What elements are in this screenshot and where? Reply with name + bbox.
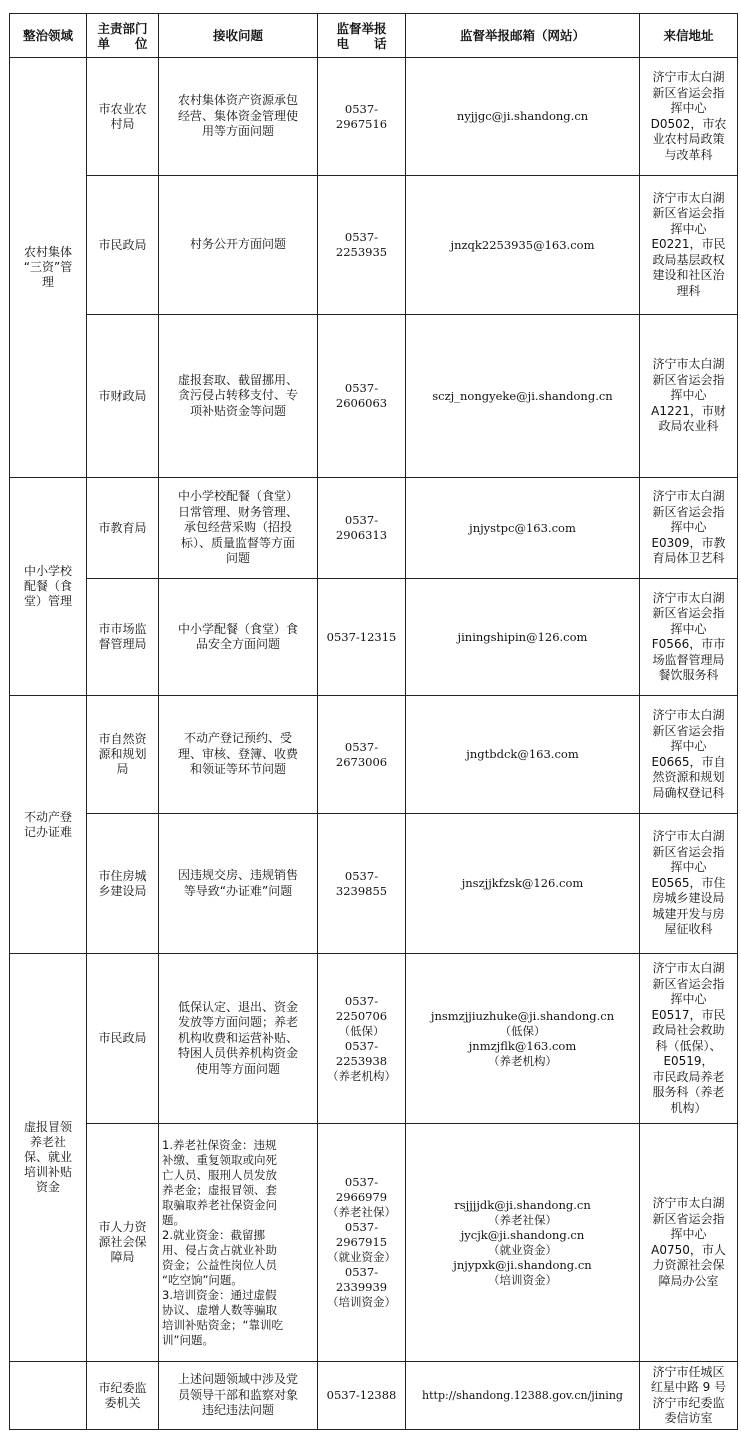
header-phone-line1: 监督举报 [336,20,387,36]
table-row [10,176,738,315]
dept-cell: 市民政局 [87,954,159,1124]
phone-cell: 0537-2966979 （养老社保） 0537-2967915 （就业资金） 0537-2339939 （培训资金） [318,1124,406,1362]
phone-cell: 0537-2606063 [318,315,406,478]
email-cell: jnzqk2253935@163.com [406,176,640,315]
phone-cell: 0537-2673006 [318,696,406,814]
address-cell: 济宁市太白湖 新区省运会指 挥中心 A0750，市人 力资源社会保 障局办公室 [640,1124,738,1362]
phone-cell: 0537-2906313 [318,478,406,579]
phone-cell: 0537-12388 [318,1362,406,1430]
issue-cell: 农村集体资产资源承包 经营、集体资金管理使 用等方面问题 [159,58,318,176]
email-cell: jnszjjkfzsk@126.com [406,814,640,954]
email-cell: rsjjjjdk@ji.shandong.cn （养老社保） jycjk@ji.shandong.cn （就业资金） jnjypxk@ji.shandong.cn （培训资金） [406,1124,640,1362]
table-row [10,315,738,478]
issue-cell: 中小学配餐（食堂）食 品安全方面问题 [159,579,318,696]
phone-cell: 0537-2967516 [318,58,406,176]
dept-cell: 市农业农 村局 [87,58,159,176]
header-issue: 接收问题 [159,14,318,58]
phone-cell: 0537-2253935 [318,176,406,315]
table-row [10,696,738,814]
table-row [10,478,738,579]
dept-cell: 市教育局 [87,478,159,579]
field-cell-school-meals: 中小学校 配餐（食 堂）管理 [10,478,87,696]
email-cell: jiningshipin@126.com [406,579,640,696]
dept-cell: 市市场监 督管理局 [87,579,159,696]
address-cell: 济宁市太白湖 新区省运会指 挥中心 A1221，市财 政局农业科 [640,315,738,478]
issue-cell: 中小学校配餐（食堂） 日常管理、财务管理、 承包经营采购（招投 标）、质量监督等方面 问题 [159,478,318,579]
website-link[interactable]: http://shandong.12388.gov.cn/jining [406,1362,640,1430]
dept-cell: 市财政局 [87,315,159,478]
phone-cell: 0537-3239855 [318,814,406,954]
dept-cell: 市住房城 乡建设局 [87,814,159,954]
address-cell: 济宁市太白湖 新区省运会指 挥中心 E0517，市民 政局社会救助 科（低保）、 E0519， 市民政局养老 服务科（养老 机构） [640,954,738,1124]
header-field: 整治领域 [10,14,87,58]
table-row [10,1362,738,1430]
table-row [10,1124,738,1362]
address-cell: 济宁市太白湖 新区省运会指 挥中心 E0221，市民 政局基层政权 建设和社区治 理科 [640,176,738,315]
header-dept-line1: 主责部门 [97,20,148,36]
phone-cell: 0537-12315 [318,579,406,696]
field-cell-empty [10,1362,87,1430]
address-cell: 济宁市太白湖 新区省运会指 挥中心 E0309，市教 育局体卫艺科 [640,478,738,579]
table-row [10,58,738,176]
address-cell: 济宁市太白湖 新区省运会指 挥中心 D0502，市农 业农村局政策 与改革科 [640,58,738,176]
dept-cell: 市纪委监 委机关 [87,1362,159,1430]
email-cell: nyjjgc@ji.shandong.cn [406,58,640,176]
issue-cell: 不动产登记预约、受 理、审核、登簿、收费 和领证等环节问题 [159,696,318,814]
issue-cell: 因违规交房、违规销售 等导致“办证难”问题 [159,814,318,954]
field-cell-property-registration: 不动产登 记办证难 [10,696,87,954]
issue-cell: 虚报套取、截留挪用、 贪污侵占转移支付、专 项补贴资金等问题 [159,315,318,478]
table-row [10,954,738,1124]
field-cell-fraudulent-claims: 虚报冒领 养老社 保、就业 培训补贴 资金 [10,954,87,1362]
address-cell: 济宁市太白湖 新区省运会指 挥中心 F0566，市市 场监督管理局 餐饮服务科 [640,579,738,696]
header-phone-line2: 电 话 [336,35,387,51]
phone-cell: 0537-2250706 （低保） 0537-2253938 （养老机构） [318,954,406,1124]
issue-cell: 上述问题领域中涉及党 员领导干部和监察对象 违纪违法问题 [159,1362,318,1430]
header-dept [87,14,159,58]
email-cell: jnsmzjjiuzhuke@ji.shandong.cn （低保） jnmzjflk@163.com （养老机构） [406,954,640,1124]
header-row [10,14,738,58]
header-email: 监督举报邮箱（网站） [406,14,640,58]
issue-cell: 村务公开方面问题 [159,176,318,315]
email-cell: sczj_nongyeke@ji.shandong.cn [406,315,640,478]
table-row [10,814,738,954]
supervision-table [9,13,738,1430]
issue-cell: 1.养老社保资金：违规 补缴、重复领取或向死 亡人员、服刑人员发放 养老金；虚报冒领、套 取骗取养老社保资金问 题。 2.就业资金：截留挪 用、侵占贪占就业补助 资金；公益性岗位人员 “吃空饷”问题。 3.培训资金：通过虚假 协议、虚增人数等骗取 培训补贴资金；“靠训吃 训”问题。 [159,1124,318,1362]
email-cell: jngtbdck@163.com [406,696,640,814]
field-cell-rural-assets: 农村集体 “三资”管 理 [10,58,87,478]
dept-cell: 市民政局 [87,176,159,315]
header-address: 来信地址 [640,14,738,58]
issue-cell: 低保认定、退出、资金 发放等方面问题；养老 机构收费和运营补贴、 特困人员供养机构资金 使用等方面问题 [159,954,318,1124]
address-cell: 济宁市太白湖 新区省运会指 挥中心 E0665，市自 然资源和规划 局确权登记科 [640,696,738,814]
dept-cell: 市自然资 源和规划 局 [87,696,159,814]
header-dept-line2: 单 位 [97,35,148,51]
dept-cell: 市人力资 源社会保 障局 [87,1124,159,1362]
table-row [10,579,738,696]
email-cell: jnjystpc@163.com [406,478,640,579]
address-cell: 济宁市太白湖 新区省运会指 挥中心 E0565，市住 房城乡建设局 城建开发与房 屋征收科 [640,814,738,954]
header-phone [318,14,406,58]
address-cell: 济宁市任城区 红星中路 9 号 济宁市纪委监 委信访室 [640,1362,738,1430]
